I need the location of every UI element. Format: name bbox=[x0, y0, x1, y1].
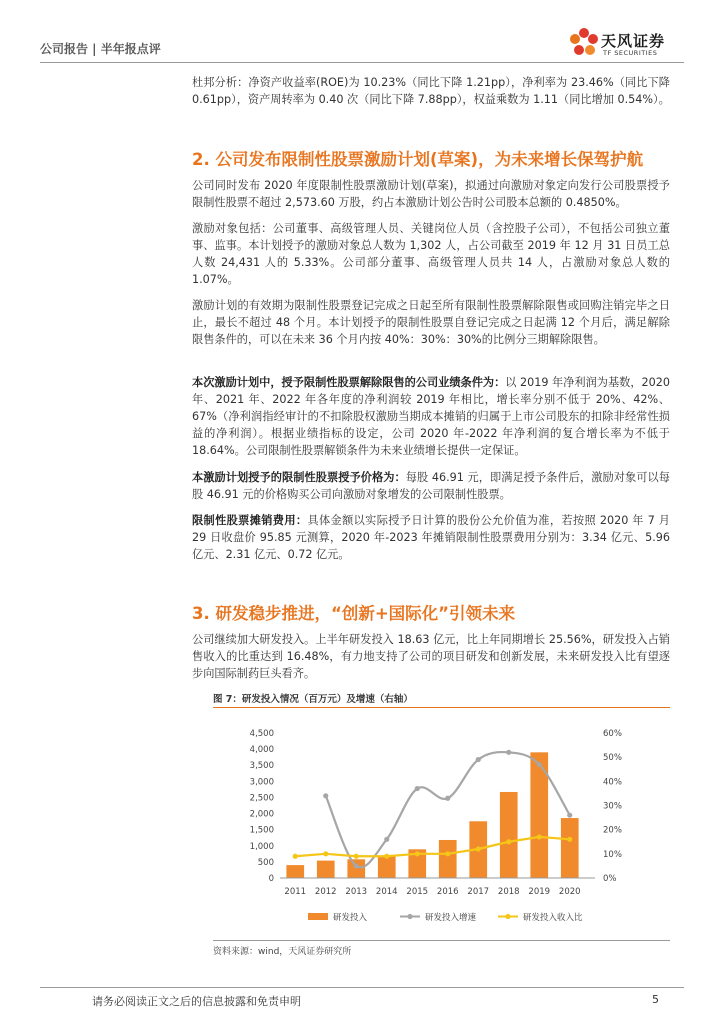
right-tick-label: 50% bbox=[603, 753, 622, 764]
point-研发投入增速 bbox=[537, 762, 542, 767]
legend-label: 研发投入收入比 bbox=[523, 913, 583, 923]
point-研发投入收入比 bbox=[293, 854, 298, 859]
right-axis bbox=[603, 729, 622, 884]
paragraph-dupont: 杜邦分析：净资产收益率(ROE)为 10.23%（同比下降 1.21pp），净利率为 23.46%（同比下降 0.61pp），资产周转率为 0.40 次（同比下降 7.88pp），权益乘数为 1.11（同比增加 0.54%）。 bbox=[192, 76, 670, 106]
right-tick-label: 60% bbox=[603, 729, 622, 739]
bar-2013 bbox=[347, 859, 365, 878]
paragraph-targets: 激励对象包括：公司董事、高级管理人员、关键岗位人员（含控股子公司），不包括公司独立董事、监事。本计划授予的激励对象总人数为 1,302 人，占公司截至 2019 年 12 月 31 日员工总人数 24,431 人的 5.33%。公司部分董事、高级管理人员共 14 人，占激励对象总人数的 1.07%。 bbox=[192, 222, 670, 286]
bar-2018 bbox=[500, 792, 518, 878]
left-tick-label: 2,500 bbox=[249, 793, 274, 804]
point-研发投入收入比 bbox=[445, 851, 450, 856]
right-tick-label: 0% bbox=[603, 874, 617, 884]
figure-top-rule bbox=[213, 707, 670, 708]
bar-2012 bbox=[317, 861, 335, 878]
paragraph-validity: 激励计划的有效期为限制性股票登记完成之日起至所有限制性股票解除限售或回购注销完毕之日止，最长不超过 48 个月。本计划授予的限制性股票自登记完成之日起满 12 个月后，满足解除限售条件的，可以在未来 36 个月内按 40%：30%：30%的比例分三期解除限售。 bbox=[192, 299, 670, 346]
cost-text: 具体金额以实际授予日计算的股份公允价值为准，若按照 2020 年 7 月 29 日收盘价 95.85 元测算，2020 年-2023 年摊销限制性股票费用分别为：3.34 亿元、5.96 亿元、2.31 亿元、0.72 亿元。 bbox=[192, 514, 670, 561]
logo-english: TF SECURITIES bbox=[603, 49, 658, 57]
price-lead: 本激励计划授予的限制性股票授予价格为： bbox=[192, 471, 406, 484]
point-研发投入收入比 bbox=[323, 851, 328, 856]
figure-title: 图 7：研发投入情况（百万元）及增速（右轴） bbox=[213, 694, 413, 705]
figure-source: 资料来源：wind，天风证券研究所 bbox=[213, 947, 352, 957]
conditions-lead: 本次激励计划中，授予限制性股票解除限售的公司业绩条件为： bbox=[192, 376, 506, 389]
footer-disclaimer: 请务必阅读正文之后的信息披露和免责申明 bbox=[92, 995, 301, 1008]
x-tick-label: 2012 bbox=[314, 887, 337, 897]
logo-name: 天风证券 bbox=[601, 32, 666, 50]
figure-bottom-rule bbox=[213, 940, 670, 941]
chart-legend bbox=[308, 912, 583, 923]
legend-marker bbox=[505, 914, 510, 919]
legend-label: 研发投入增速 bbox=[425, 913, 477, 923]
x-axis bbox=[280, 878, 595, 897]
section-heading-2: 2. 公司发布限制性股票激励计划(草案)，为未来增长保驾护航 bbox=[192, 150, 644, 169]
point-研发投入收入比 bbox=[537, 834, 542, 839]
legend-swatch bbox=[308, 913, 328, 920]
point-研发投入增速 bbox=[354, 863, 359, 868]
logo-flower-icon bbox=[567, 26, 601, 60]
right-tick-label: 40% bbox=[603, 777, 622, 788]
price-text: 每股 46.91 元，即满足授予条件后，激励对象可以每股 46.91 元的价格购买公司向激励对象增发的公司限制性股票。 bbox=[192, 471, 670, 501]
point-研发投入增速 bbox=[567, 813, 572, 818]
x-tick-label: 2017 bbox=[467, 887, 490, 897]
point-研发投入收入比 bbox=[567, 837, 572, 842]
right-tick-label: 20% bbox=[603, 825, 622, 836]
paragraph-price bbox=[192, 469, 670, 503]
left-tick-label: 1,500 bbox=[249, 825, 274, 836]
point-研发投入增速 bbox=[445, 796, 450, 801]
legend-label: 研发投入 bbox=[333, 913, 368, 923]
legend-marker bbox=[407, 914, 412, 919]
left-tick-label: 4,000 bbox=[249, 745, 274, 756]
section-heading-3: 3. 研发稳步推进，“创新+国际化”引领未来 bbox=[192, 604, 516, 623]
right-tick-label: 10% bbox=[603, 849, 622, 860]
report-type: 公司报告 | 半年报点评 bbox=[40, 42, 161, 56]
bar-2011 bbox=[286, 865, 304, 878]
left-tick-label: 3,500 bbox=[249, 761, 274, 772]
bar-2016 bbox=[439, 840, 457, 878]
point-研发投入增速 bbox=[384, 837, 389, 842]
x-tick-label: 2014 bbox=[375, 887, 398, 897]
page-number: 5 bbox=[652, 993, 659, 1006]
point-研发投入收入比 bbox=[506, 839, 511, 844]
left-tick-label: 500 bbox=[257, 857, 274, 868]
x-tick-label: 2011 bbox=[284, 887, 307, 897]
point-研发投入增速 bbox=[476, 757, 481, 762]
right-tick-label: 30% bbox=[603, 801, 622, 812]
paragraph-rnd: 公司继续加大研发投入。上半年研发投入 18.63 亿元，比上年同期增长 25.56%，研发投入占销售收入的比重达到 16.48%，有力地支持了公司的项目研发和创新发展，未来研发投入比有望逐步向国际制药巨头看齐。 bbox=[192, 633, 670, 680]
line-研发投入收入比 bbox=[295, 837, 570, 856]
cost-lead: 限制性股票摊销费用： bbox=[192, 514, 308, 527]
footer-divider bbox=[40, 987, 684, 988]
point-研发投入收入比 bbox=[476, 846, 481, 851]
point-研发投入收入比 bbox=[384, 854, 389, 859]
point-研发投入增速 bbox=[415, 786, 420, 791]
paragraph-conditions bbox=[192, 374, 670, 459]
left-tick-label: 2,000 bbox=[249, 809, 274, 820]
left-tick-label: 0 bbox=[268, 874, 274, 884]
x-tick-label: 2015 bbox=[406, 887, 429, 897]
x-tick-label: 2018 bbox=[497, 887, 520, 897]
left-tick-label: 3,000 bbox=[249, 777, 274, 788]
paragraph-cost bbox=[192, 512, 670, 563]
left-tick-label: 4,500 bbox=[249, 729, 274, 739]
x-tick-label: 2019 bbox=[528, 887, 551, 897]
x-tick-label: 2016 bbox=[436, 887, 459, 897]
header-divider bbox=[40, 62, 684, 63]
bar-series bbox=[286, 752, 578, 878]
point-研发投入收入比 bbox=[415, 851, 420, 856]
bar-2020 bbox=[561, 818, 579, 878]
company-logo bbox=[567, 26, 697, 60]
rnd-chart bbox=[213, 710, 670, 938]
point-研发投入增速 bbox=[323, 793, 328, 798]
line-series bbox=[293, 750, 573, 869]
conditions-text: 以 2019 年净利润为基数，2020 年、2021 年、2022 年各年度的净利润较 2019 年相比，增长率分别不低于 20%、42%、67%（净利润指经审计的不扣除股权激励当期成本摊销的归属于上市公司股东的扣除非经常性损益的净利润）。根据业绩指标的设定，公司 2020 年-2022 年净利润的复合增长率为不低于 18.64%。公司限制性股票解锁条件为未来业绩增长提供一定保证。 bbox=[192, 376, 671, 457]
x-tick-label: 2013 bbox=[345, 887, 368, 897]
paragraph-plan: 公司同时发布 2020 年度限制性股票激励计划(草案)，拟通过向激励对象定向发行公司股票授予限制性股票不超过 2,573.60 万股，约占本激励计划公告时公司股本总额的 0.4850%。 bbox=[192, 179, 670, 209]
point-研发投入收入比 bbox=[354, 854, 359, 859]
left-tick-label: 1,000 bbox=[249, 841, 274, 852]
point-研发投入增速 bbox=[506, 750, 511, 755]
left-axis bbox=[250, 729, 274, 884]
x-tick-label: 2020 bbox=[558, 887, 581, 897]
